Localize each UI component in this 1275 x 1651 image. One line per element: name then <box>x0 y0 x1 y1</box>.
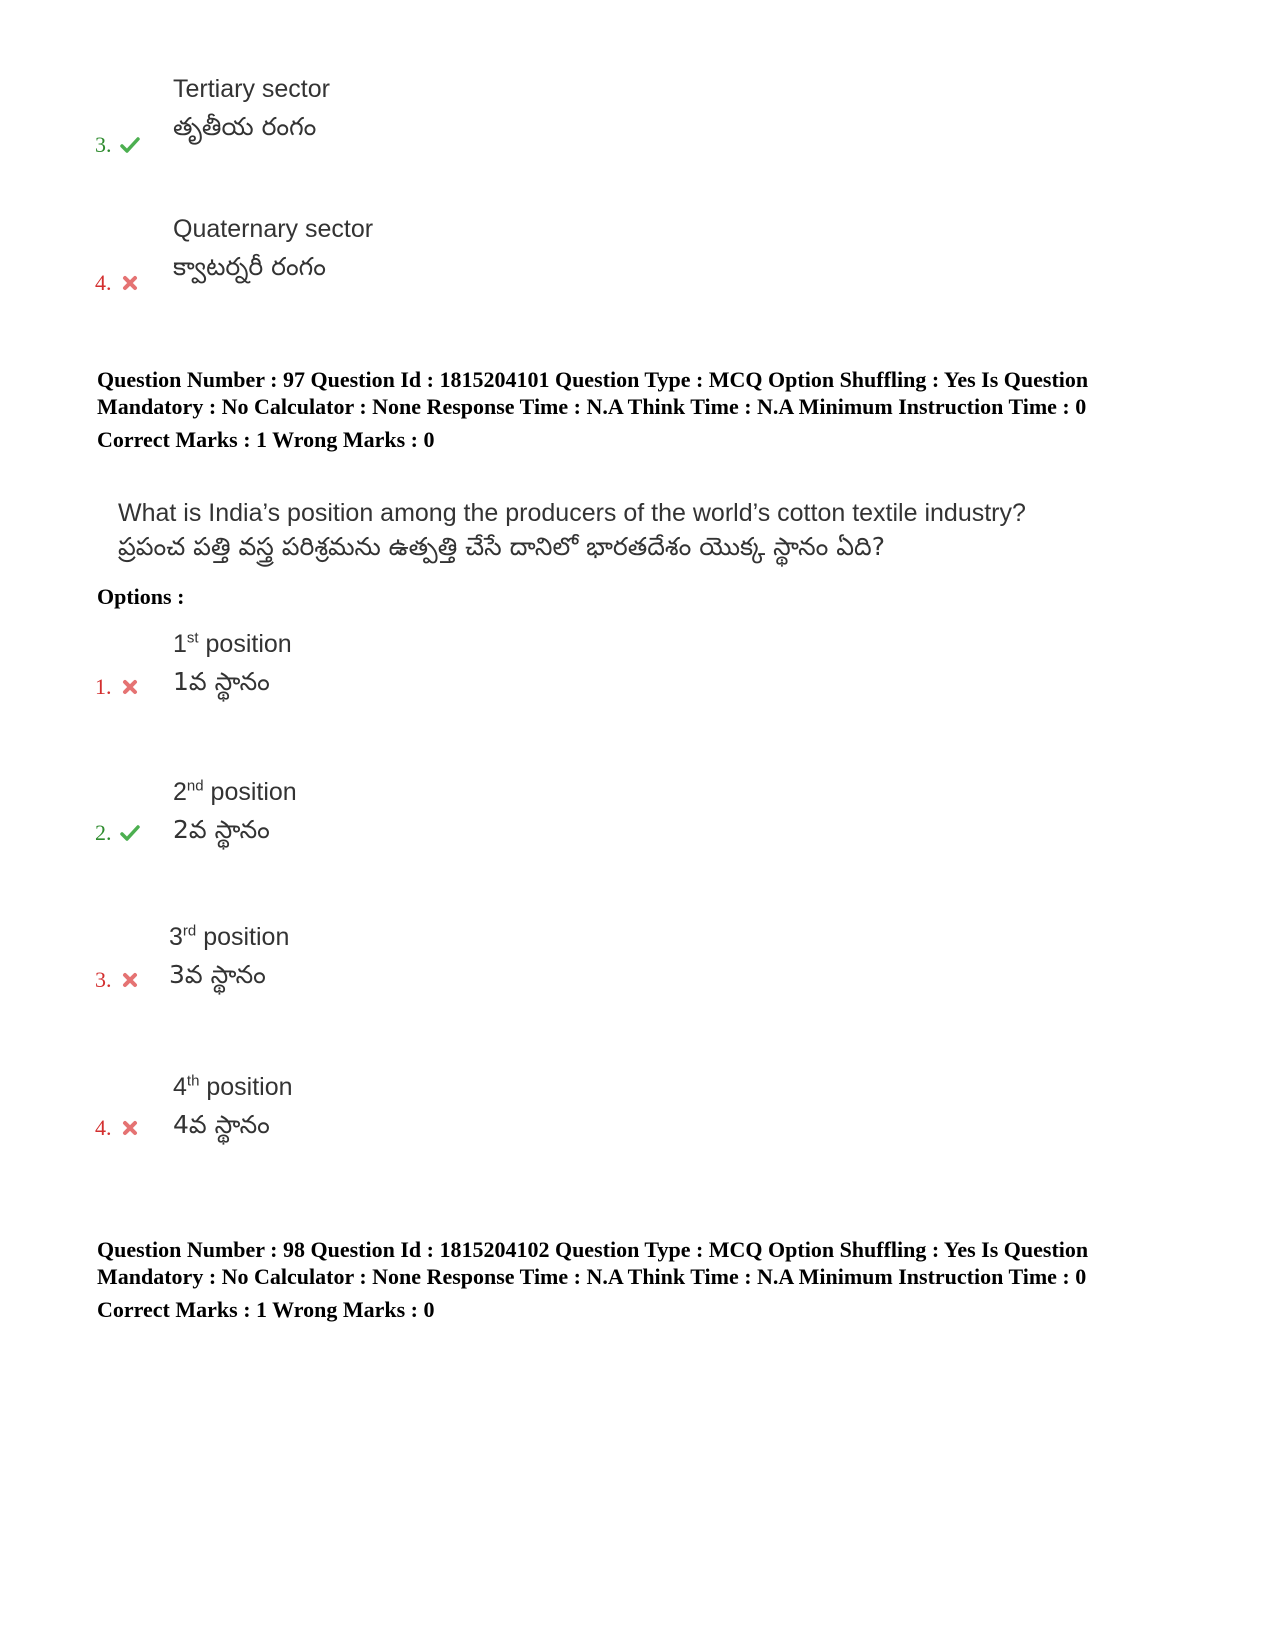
question-98-meta <box>97 1236 1177 1323</box>
meta-line-2: Mandatory : No Calculator : None Response Time : N.A Think Time : N.A Minimum Instruction Time : 0 <box>97 1264 1087 1289</box>
option-number: 4. <box>95 1115 112 1140</box>
prev-option-4 <box>95 210 495 305</box>
q97-option-3 <box>95 913 495 1008</box>
option-text-en: Quaternary sector <box>173 215 374 243</box>
option-marker <box>95 1115 140 1141</box>
option-image <box>173 1063 293 1144</box>
option-marker <box>95 132 140 158</box>
option-number: 2. <box>95 820 112 845</box>
q97-option-4 <box>95 1063 495 1158</box>
meta-line-1: Question Number : 98 Question Id : 1815204102 Question Type : MCQ Option Shuffling : Yes Is Question <box>97 1237 1089 1262</box>
option-number: 4. <box>95 270 112 295</box>
meta-line-2: Mandatory : No Calculator : None Response Time : N.A Think Time : N.A Minimum Instruction Time : 0 <box>97 394 1087 419</box>
option-text-te: 1వ స్థానం <box>173 667 270 697</box>
option-number: 3. <box>95 967 112 992</box>
question-97-text <box>118 496 1026 564</box>
option-number: 3. <box>95 132 112 157</box>
question-text-te: ప్రపంచ పత్తి వస్త్ర పరిశ్రమను ఉత్పత్తి చేసే దానిలో భారతదేశం యొక్క స్థానం ఏది? <box>118 532 885 561</box>
question-text-en: What is India’s position among the producers of the world’s cotton textile industry? <box>118 499 1026 527</box>
options-label: Options : <box>97 584 185 609</box>
check-icon <box>120 135 140 155</box>
option-text-te: 2వ స్థానం <box>173 815 270 845</box>
option-marker <box>95 270 140 296</box>
option-text-te: తృతీయ రంగం <box>173 112 317 141</box>
option-image <box>173 210 373 286</box>
option-marker <box>95 967 140 993</box>
cross-icon <box>120 1118 140 1138</box>
option-number: 1. <box>95 674 112 699</box>
option-text-te: 4వ స్థానం <box>173 1110 270 1140</box>
option-image <box>173 620 292 701</box>
option-text-en: Tertiary sector <box>173 75 330 103</box>
option-text-en: 3rd position <box>169 923 290 952</box>
option-text-te: 3వ స్థానం <box>169 960 266 990</box>
option-text-en: 1st position <box>173 630 292 659</box>
option-marker <box>95 674 140 700</box>
cross-icon <box>120 273 140 293</box>
cross-icon <box>120 677 140 697</box>
marks-line: Correct Marks : 1 Wrong Marks : 0 <box>97 1297 435 1322</box>
option-marker <box>95 820 140 846</box>
option-text-en: 2nd position <box>173 778 297 807</box>
cross-icon <box>120 970 140 990</box>
meta-line-1: Question Number : 97 Question Id : 1815204101 Question Type : MCQ Option Shuffling : Yes Is Question <box>97 367 1089 392</box>
option-text-te: క్వాటర్నరీ రంగం <box>173 252 326 281</box>
option-image <box>173 70 330 146</box>
prev-option-3 <box>95 70 495 165</box>
q97-option-2 <box>95 768 495 863</box>
check-icon <box>120 823 140 843</box>
option-text-en: 4th position <box>173 1073 293 1102</box>
marks-line: Correct Marks : 1 Wrong Marks : 0 <box>97 427 435 452</box>
option-image <box>169 913 289 994</box>
q97-option-1 <box>95 620 495 715</box>
option-image <box>173 768 297 849</box>
question-97-meta <box>97 366 1177 453</box>
